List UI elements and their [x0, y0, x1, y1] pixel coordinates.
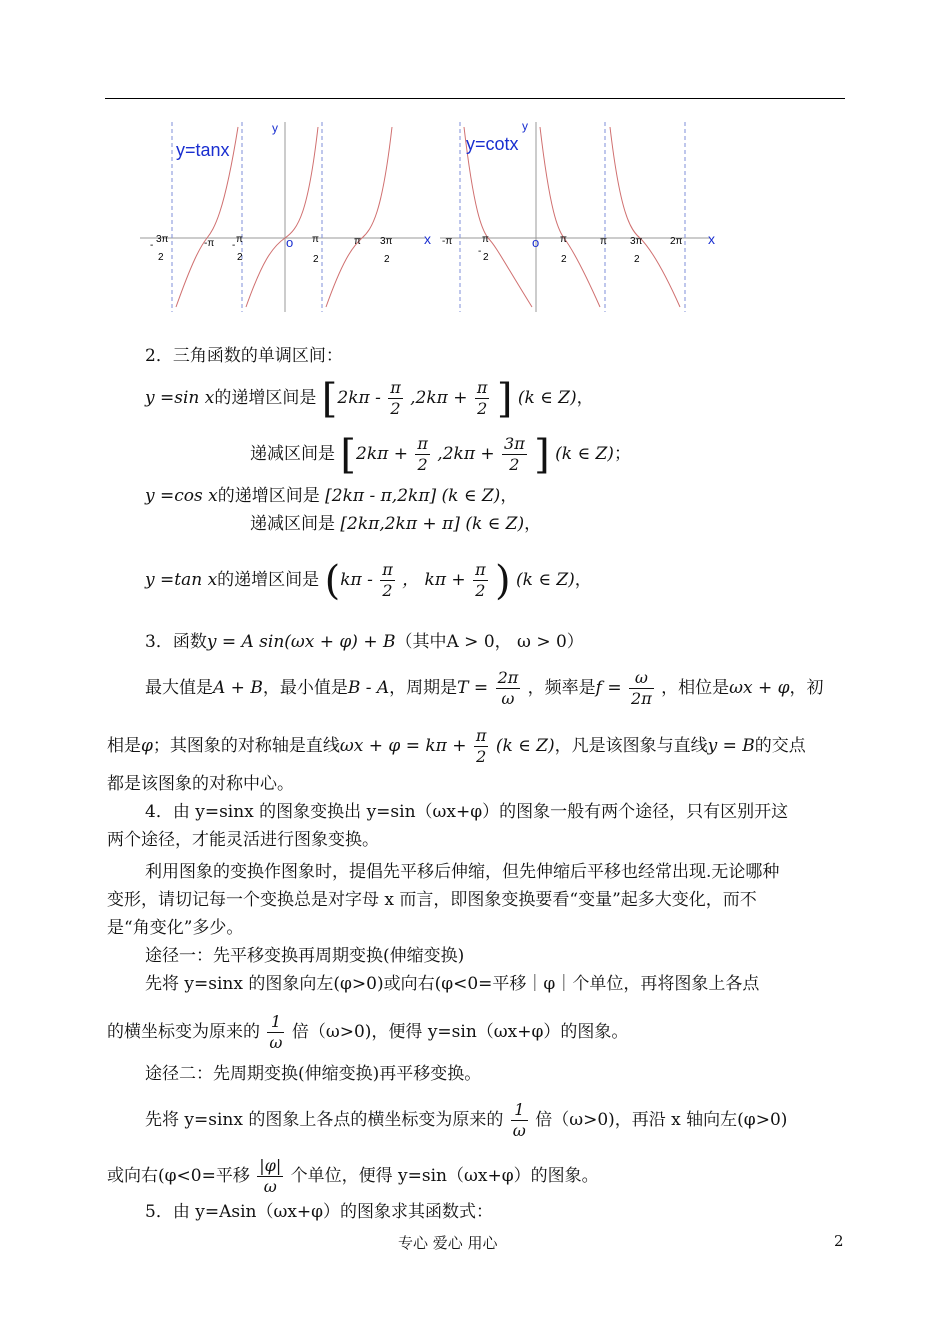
tan-increase-line: y =tan x的递增区间是 (kπ - $\frac{\pi}{2}$ ， kπ + $\frac{\pi}{2}$ ) (k ∈ Z)，: [145, 557, 592, 604]
section-3-line-2: 相是φ；其图象的对称轴是直线ωx + φ = kπ + $\frac{\pi}{2}$ (k ∈ Z)，凡是该图象与直线y = B的交点: [107, 726, 806, 766]
section-5-heading: 5．由 y=Asin（ωx+φ）的图象求其函数式：: [145, 1202, 494, 1222]
svg-text:π: π: [354, 236, 361, 247]
section-3-line-3: 都是该图象的对称中心。: [107, 774, 294, 794]
svg-text:2: 2: [158, 252, 164, 263]
svg-text:π: π: [560, 234, 567, 245]
sin-decrease-line: 递减区间是 [2kπ + $\frac{\pi}{2}$ ,2kπ + $\frac{3\pi}{2}$ ] (k ∈ Z)；: [250, 431, 631, 478]
svg-text:2: 2: [561, 254, 567, 265]
svg-text:π: π: [236, 234, 243, 245]
cot-x-label: x: [708, 231, 715, 247]
svg-text:2: 2: [237, 252, 243, 263]
path-1-title: 途径一：先平移变换再周期变换(伸缩变换): [145, 946, 465, 966]
svg-text:π: π: [482, 234, 489, 245]
cot-graph: [440, 112, 730, 312]
path-1-line-1: 先将 y=sinx 的图象向左(φ>0)或向右(φ<0=平移｜φ｜个单位，再将图象上各点: [145, 974, 760, 994]
section-4-line-1: 4．由 y=sinx 的图象变换出 y=sin（ωx+φ）的图象一般有两个途径，只有区别开这: [145, 802, 789, 822]
svg-text:π: π: [600, 236, 607, 247]
tan-branch: [246, 127, 318, 307]
svg-text:3π: 3π: [156, 234, 169, 245]
footer-motto: 专心 爱心 用心: [398, 1234, 498, 1252]
section-4-line-4: 变形，请切记每一个变换总是对字母 x 而言，即图象变换要看“变量”起多大变化，而不: [107, 890, 757, 910]
tan-y-label: y: [272, 121, 278, 135]
cot-branch: [610, 127, 680, 307]
svg-text:2: 2: [313, 254, 319, 265]
svg-text:-: -: [478, 246, 482, 257]
svg-text:-: -: [150, 240, 154, 251]
svg-text:-: -: [232, 240, 236, 251]
svg-text:2π: 2π: [670, 236, 683, 247]
path-2-title: 途径二：先周期变换(伸缩变换)再平移变换。: [145, 1064, 482, 1084]
cot-title: y=cotx: [466, 134, 519, 154]
cot-origin: o: [532, 235, 540, 250]
sin-increase-line: y =sin x的递增区间是 [2kπ - $\frac{\pi}{2}$ ,2kπ + $\frac{\pi}{2}$ ] (k ∈ Z)，: [145, 375, 594, 422]
svg-text:2: 2: [634, 254, 640, 265]
section-2-heading: 2．三角函数的单调区间：: [145, 346, 343, 366]
svg-text:2: 2: [384, 254, 390, 265]
tan-branch: [326, 127, 392, 307]
path-2-line-1: 先将 y=sinx 的图象上各点的横坐标变为原来的 $\frac{1}{\omega}$ 倍（ω>0)，再沿 x 轴向左(φ>0): [145, 1100, 788, 1140]
section-3-heading: 3．函数y = A sin(ωx + φ) + B（其中A > 0， ω > 0）: [145, 632, 584, 652]
section-4-line-2: 两个途径，才能灵活进行图象变换。: [107, 830, 379, 850]
path-1-line-2: 的横坐标变为原来的 $\frac{1}{\omega}$ 倍（ω>0)，便得 y=sin（ωx+φ）的图象。: [107, 1012, 629, 1052]
svg-text:3π: 3π: [630, 236, 643, 247]
tan-graph: [140, 112, 440, 312]
svg-text:π: π: [312, 234, 319, 245]
cot-branch: [464, 127, 532, 307]
cot-y-label: y: [522, 119, 528, 133]
cot-branch: [540, 127, 600, 307]
page-number: 2: [834, 1232, 844, 1250]
svg-text:-π: -π: [442, 236, 453, 247]
section-4-line-5: 是“角变化”多少。: [107, 918, 244, 938]
header-rule: [105, 98, 845, 99]
tan-x-label: x: [424, 231, 431, 247]
svg-text:3π: 3π: [380, 236, 393, 247]
cos-decrease-line: 递减区间是 [2kπ,2kπ + π] (k ∈ Z)，: [250, 514, 542, 534]
tan-origin: o: [286, 235, 294, 250]
svg-text:2: 2: [483, 252, 489, 263]
path-2-line-2: 或向右(φ<0=平移 $\frac{|\varphi|}{\omega}$ 个单位，便得 y=sin（ωx+φ）的图象。: [107, 1156, 599, 1196]
section-3-line-1: 最大值是A + B，最小值是B - A，周期是T = $\frac{2\pi}{\omega}$ ，频率是f = $\frac{\omega}{2\pi}$ ，相位是ωx + φ，初: [145, 668, 824, 708]
tan-title: y=tanx: [176, 140, 230, 160]
cos-increase-line: y =cos x的递增区间是 [2kπ - π,2kπ] (k ∈ Z)，: [145, 486, 518, 506]
svg-text:-π: -π: [204, 238, 215, 249]
section-4-line-3: 利用图象的变换作图象时，提倡先平移后伸缩，但先伸缩后平移也经常出现.无论哪种: [145, 862, 780, 882]
